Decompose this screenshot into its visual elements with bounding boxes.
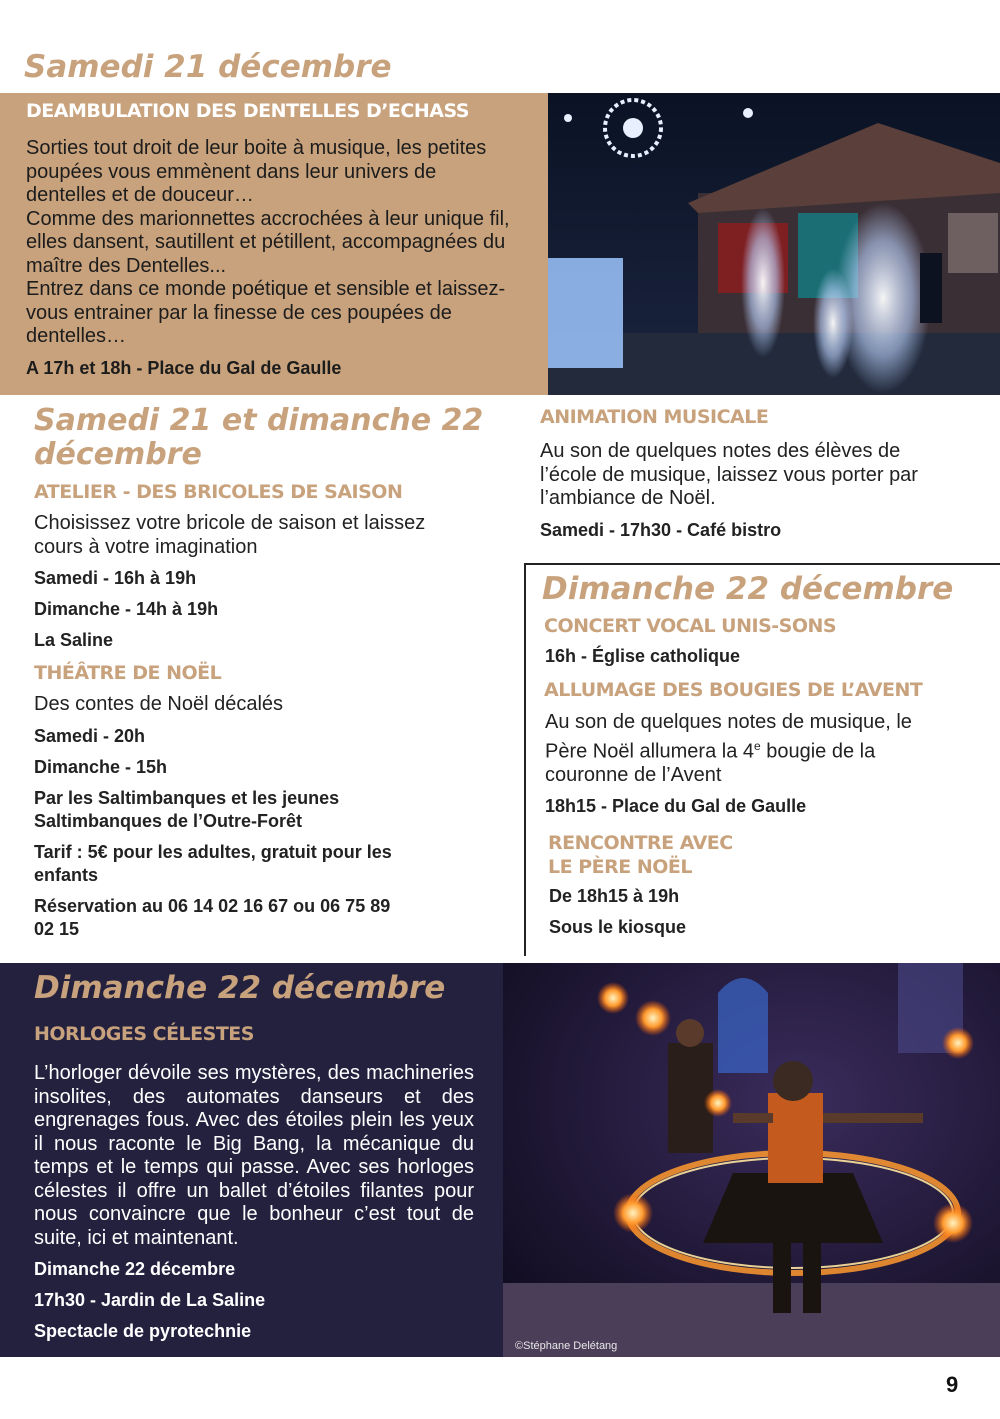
photo-stilt-walkers [548, 93, 1000, 395]
paragraph-2: Comme des marionnettes accrochées à leur unique fil, elles dansent, sautillent et pétillent, accompagnées du maître des Dentelles... [26, 207, 510, 277]
bougies-info: 18h15 - Place du Gal de Gaulle [545, 796, 807, 817]
concert-info: 16h - Église catholique [545, 646, 741, 666]
atelier-info-3: La Saline [34, 630, 114, 650]
horloges-info-3: Spectacle de pyrotechnie [34, 1321, 252, 1341]
activity-title-concert: CONCERT VOCAL UNIS-SONS [544, 615, 837, 637]
activity-title-bougies: ALLUMAGE DES BOUGIES DE L’AVENT [544, 679, 923, 701]
activity-title-rencontre: RENCONTRE AVEC LE PÈRE NOËL [548, 832, 733, 879]
musicale-text: Au son de quelques notes des élèves de l’école de musique, laissez vous porter par l’ambiance de Noël. [540, 440, 918, 509]
bougies-text: Au son de quelques notes de musique, le Père Noël allumera la 4e bougie de la couronne de l’Avent [545, 711, 912, 786]
activity-title-theatre: THÉÂTRE DE NOËL [34, 662, 222, 684]
theatre-info-3: Par les Saltimbanques et les jeunes Saltimbanques de l’Outre-Forêt [34, 787, 340, 831]
activity-title-musicale: ANIMATION MUSICALE [540, 406, 769, 428]
rencontre-info-1: De 18h15 à 19h [549, 886, 680, 907]
musicale-info: Samedi - 17h30 - Café bistro [540, 519, 782, 540]
horloges-info-1: Dimanche 22 décembre [34, 1259, 236, 1279]
activity-title-horloges: HORLOGES CÉLESTES [34, 1023, 254, 1045]
atelier-info-2: Dimanche - 14h à 19h [34, 599, 219, 619]
section-deambulation [0, 93, 548, 395]
section-horloges [0, 963, 503, 1357]
event-info: A 17h et 18h - Place du Gal de Gaulle [26, 357, 342, 378]
photo-credit: ©Stéphane Delétang [515, 1340, 618, 1352]
horloges-text: L’horloger dévoile ses mystères, des machineries insolites, des automates danseurs et des engrenages fous. Avec des étoiles plein les yeux il nous raconte le Big Bang, la mécanique du temps et le temps qui passe. Avec ses horloges célestes il offre un ballet d’étoiles filantes pour nous convaincre que le bonheur c’est tout de suite, ici et maintenant. [34, 1062, 474, 1249]
day-heading-weekend: Samedi 21 et dimanche 22 décembre [34, 403, 484, 472]
theatre-info-4: Tarif : 5€ pour les adultes, gratuit pour les enfants [34, 841, 392, 885]
theatre-info-1: Samedi - 20h [34, 725, 146, 746]
horloges-info-2: 17h30 - Jardin de La Saline [34, 1290, 266, 1310]
rencontre-info-2: Sous le kiosque [549, 917, 687, 938]
box-border-top [524, 563, 1000, 565]
stilt-walkers-image [548, 93, 1000, 395]
day-heading-sat21: Samedi 21 décembre [24, 49, 392, 85]
activity-title-deambulation: DEAMBULATION DES DENTELLES D’ECHASS [26, 100, 469, 122]
page-number: 9 [946, 1372, 959, 1397]
day-heading-sun22: Dimanche 22 décembre [542, 571, 954, 607]
theatre-text: Des contes de Noël décalés [34, 693, 284, 715]
photo-fire-performers [503, 963, 1000, 1357]
box-border-left [524, 563, 526, 956]
day-heading-sun22-bottom: Dimanche 22 décembre [34, 970, 446, 1006]
atelier-text: Choisissez votre bricole de saison et laissez cours à votre imagination [34, 512, 426, 558]
theatre-info-2: Dimanche - 15h [34, 756, 168, 777]
atelier-info-1: Samedi - 16h à 19h [34, 568, 197, 588]
paragraph-3: Entrez dans ce monde poétique et sensible et laissez-vous entrainer par la finesse de ces poupées de dentelles… [26, 278, 506, 347]
activity-title-atelier: ATELIER - DES BRICOLES DE SAISON [34, 481, 403, 503]
paragraph-1: Sorties tout droit de leur boite à musique, les petites poupées vous emmènent dans leur univers de dentelles et de douceur… [26, 137, 487, 206]
fire-performers-image [503, 963, 1000, 1357]
theatre-info-5: Réservation au 06 14 02 16 67 ou 06 75 89 02 15 [34, 895, 391, 939]
